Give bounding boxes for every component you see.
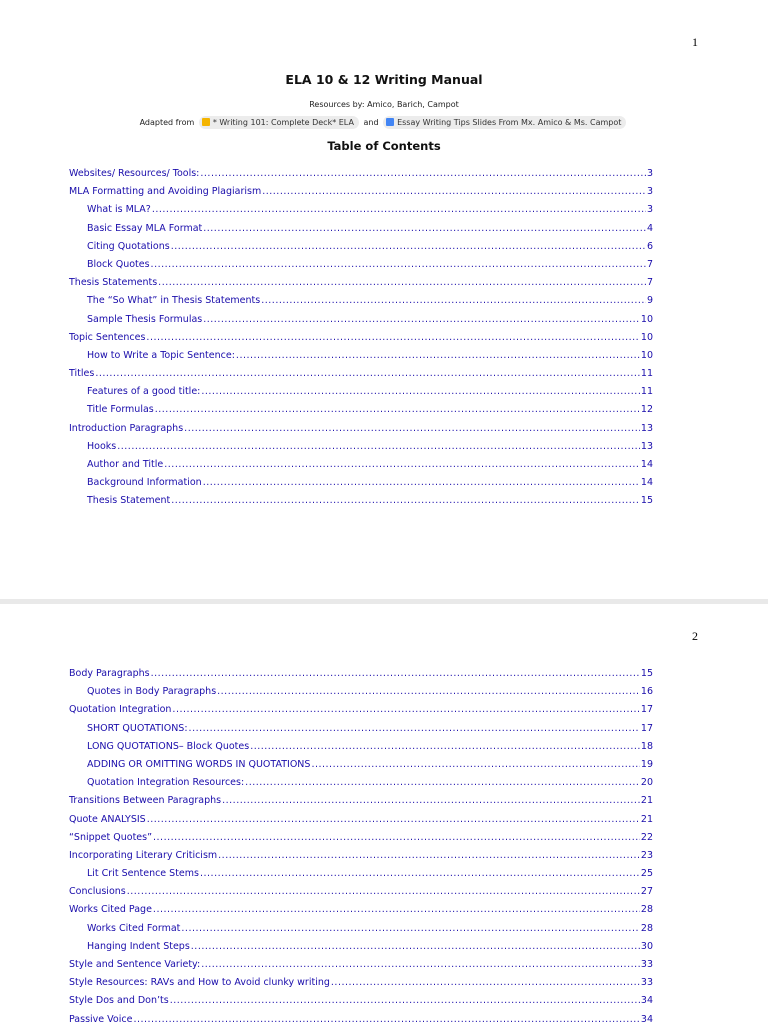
toc-entry-title: Passive Voice (69, 1013, 133, 1024)
toc-entry-page: 34 (640, 1013, 653, 1024)
dot-leader (236, 350, 640, 361)
dot-leader (203, 477, 640, 488)
toc-entry[interactable] (69, 995, 653, 1013)
dot-leader (95, 368, 640, 379)
adapted-prefix: Adapted from (139, 118, 195, 127)
toc-entry-title: LONG QUOTATIONS– Block Quotes (87, 740, 250, 752)
chip-label: Essay Writing Tips Slides From Mx. Amico & Ms. Campot (397, 118, 622, 127)
toc-entry-title: Body Paragraphs (69, 668, 150, 679)
toc-entry-page: 10 (640, 331, 653, 343)
toc-entry-page: 10 (640, 313, 653, 325)
toc-entry-page: 11 (640, 386, 653, 398)
page-number: 1 (692, 35, 698, 49)
toc-entry-page: 20 (640, 777, 653, 789)
toc-entry-page: 21 (640, 813, 653, 825)
toc-entry-title: Quotation Integration (69, 704, 172, 716)
toc-entry-page: 14 (640, 459, 653, 470)
toc-entry[interactable] (69, 814, 653, 832)
toc-entry-page: 3 (646, 204, 653, 216)
toc-entry[interactable] (69, 168, 653, 186)
toc-entry-title: “Snippet Quotes” (69, 831, 153, 843)
toc-entry[interactable] (69, 795, 653, 813)
toc-entry-page: 15 (640, 668, 653, 679)
toc-entry-page: 14 (640, 477, 653, 489)
toc-entry-title: Thesis Statement (87, 495, 171, 507)
dot-leader (184, 423, 640, 434)
dot-leader (171, 241, 646, 252)
toc-entry-title: Websites/ Resources/ Tools: (69, 168, 200, 179)
resources-credit: Resources by: Amico, Barich, Campot (309, 100, 459, 109)
toc-entry[interactable] (69, 704, 653, 722)
dot-leader (250, 741, 640, 752)
toc-entry[interactable] (69, 904, 653, 922)
toc-entry-page: 13 (640, 440, 653, 452)
page-number: 2 (692, 629, 698, 643)
dot-leader (127, 886, 640, 897)
toc-entry[interactable] (69, 295, 653, 313)
toc-entry[interactable] (69, 686, 653, 704)
dot-leader (200, 868, 640, 879)
toc-entry-title: ADDING OR OMITTING WORDS IN QUOTATIONS (87, 758, 311, 770)
dot-leader (152, 204, 646, 215)
toc-entry-page: 6 (646, 240, 653, 252)
toc-entry-page: 33 (640, 959, 653, 970)
toc-entry[interactable] (69, 723, 653, 741)
toc-entry-page: 34 (640, 995, 653, 1007)
toc-entry[interactable] (69, 850, 653, 868)
toc-entry[interactable] (69, 459, 653, 477)
document-title: ELA 10 & 12 Writing Manual (285, 72, 483, 87)
toc-entry[interactable] (69, 441, 653, 459)
toc-entry-page: 12 (640, 404, 653, 416)
toc-entry-page: 27 (640, 886, 653, 898)
toc-entry-title: Citing Quotations (87, 240, 170, 252)
toc-entry-title: Quotes in Body Paragraphs (87, 686, 217, 698)
toc-entry[interactable] (69, 941, 653, 959)
toc-entry-title: Topic Sentences (69, 331, 146, 343)
toc-entry[interactable] (69, 350, 653, 368)
dot-leader (117, 441, 640, 452)
toc-entry[interactable] (69, 759, 653, 777)
toc-entry[interactable] (69, 977, 653, 995)
toc-entry-page: 28 (640, 904, 653, 916)
adapted-from-line (0, 116, 768, 129)
dot-leader (203, 314, 640, 325)
docs-file-icon (386, 118, 394, 126)
toc-entry-page: 17 (640, 704, 653, 716)
toc-entry-title: Thesis Statements (69, 277, 158, 289)
toc-entry-title: Works Cited Format (87, 922, 181, 934)
writing-101-deck-chip[interactable] (199, 116, 359, 129)
toc-entry[interactable] (69, 223, 653, 241)
dot-leader (203, 223, 646, 234)
toc-entry-page: 16 (640, 686, 653, 698)
toc-entry-page: 17 (640, 722, 653, 734)
dot-leader (133, 1014, 639, 1024)
slides-file-icon (202, 118, 210, 126)
dot-leader (201, 386, 640, 397)
toc-entry-page: 33 (640, 977, 653, 989)
toc-entry-page: 15 (640, 495, 653, 507)
toc-entry-page: 4 (646, 222, 653, 234)
dot-leader (191, 941, 640, 952)
toc-entry-title: Conclusions (69, 886, 126, 898)
dot-leader (147, 814, 640, 825)
dot-leader (261, 295, 646, 306)
toc-entry-title: Style Dos and Don’ts (69, 995, 169, 1007)
toc-entry-title: What is MLA? (87, 204, 151, 216)
toc-entry-title: Hanging Indent Steps (87, 940, 190, 952)
dot-leader (218, 850, 640, 861)
dot-leader (201, 959, 640, 970)
toc-entry[interactable] (69, 423, 653, 441)
toc-entry-page: 13 (640, 422, 653, 434)
toc-heading: Table of Contents (327, 139, 441, 153)
toc-entry-title: Basic Essay MLA Format (87, 222, 203, 234)
toc-entry[interactable] (69, 277, 653, 295)
toc-entry-title: MLA Formatting and Avoiding Plagiarism (69, 186, 262, 198)
toc-entry-page: 22 (640, 831, 653, 843)
toc-entry-title: Style and Sentence Variety: (69, 959, 201, 970)
toc-entry[interactable] (69, 204, 653, 222)
document-page-2 (0, 604, 768, 1024)
toc-entry[interactable] (69, 868, 653, 886)
toc-entry[interactable] (69, 886, 653, 904)
toc-entry-page: 7 (646, 277, 653, 289)
toc-entry-title: Author and Title (87, 459, 164, 470)
dot-leader (222, 795, 640, 806)
toc-entry[interactable] (69, 777, 653, 795)
toc-entry-title: Sample Thesis Formulas (87, 313, 203, 325)
toc-entry-page: 19 (640, 758, 653, 770)
toc-entry-title: Hooks (87, 440, 117, 452)
toc-entry-title: How to Write a Topic Sentence: (87, 349, 235, 361)
dot-leader (181, 923, 640, 934)
toc-entry[interactable] (69, 832, 653, 850)
essay-tips-slides-chip[interactable] (383, 116, 626, 129)
adapted-conjunction: and (363, 118, 379, 127)
toc-entry-page: 30 (640, 940, 653, 952)
chip-label: * Writing 101: Complete Deck* ELA (212, 118, 354, 127)
toc-entry-title: Quote ANALYSIS (69, 813, 146, 825)
dot-leader (164, 459, 640, 470)
toc-entry[interactable] (69, 259, 653, 277)
dot-leader (153, 904, 640, 915)
toc-entry-title: Features of a good title: (87, 386, 201, 398)
toc-entry-title: Introduction Paragraphs (69, 422, 184, 434)
table-of-contents (69, 168, 653, 514)
toc-entry-title: Titles (69, 368, 95, 380)
toc-entry-page: 28 (640, 922, 653, 934)
dot-leader (217, 686, 640, 697)
toc-entry[interactable] (69, 477, 653, 495)
dot-leader (172, 704, 639, 715)
toc-entry[interactable] (69, 386, 653, 404)
toc-entry-page: 9 (646, 295, 653, 307)
toc-entry[interactable] (69, 314, 653, 332)
dot-leader (189, 723, 640, 734)
toc-entry-page: 23 (640, 849, 653, 861)
toc-entry-title: Style Resources: RAVs and How to Avoid clunky writing (69, 977, 330, 989)
toc-entry-title: SHORT QUOTATIONS: (87, 722, 188, 734)
toc-entry-page: 7 (646, 258, 653, 270)
toc-entry[interactable] (69, 332, 653, 350)
toc-entry[interactable] (69, 241, 653, 259)
toc-entry-title: The “So What” in Thesis Statements (87, 295, 261, 307)
toc-entry[interactable] (69, 404, 653, 422)
toc-entry-title: Transitions Between Paragraphs (69, 795, 222, 807)
dot-leader (331, 977, 640, 988)
toc-entry[interactable] (69, 923, 653, 941)
dot-leader (200, 168, 646, 179)
toc-entry-page: 10 (640, 349, 653, 361)
dot-leader (170, 995, 640, 1006)
table-of-contents-continued (69, 668, 653, 1024)
dot-leader (158, 277, 646, 288)
toc-entry[interactable] (69, 959, 653, 977)
toc-entry-page: 25 (640, 868, 653, 880)
toc-entry-title: Incorporating Literary Criticism (69, 849, 218, 861)
toc-entry[interactable] (69, 186, 653, 204)
toc-entry-page: 3 (646, 186, 653, 198)
toc-entry[interactable] (69, 495, 653, 513)
toc-entry-page: 3 (646, 168, 653, 179)
dot-leader (262, 186, 646, 197)
toc-entry[interactable] (69, 741, 653, 759)
toc-entry-title: Block Quotes (87, 258, 150, 270)
dot-leader (311, 759, 639, 770)
toc-entry-title: Works Cited Page (69, 904, 152, 916)
dot-leader (151, 668, 640, 679)
toc-entry-title: Title Formulas (87, 404, 154, 416)
dot-leader (155, 404, 640, 415)
toc-entry-page: 18 (640, 740, 653, 752)
toc-entry-page: 11 (640, 368, 653, 380)
toc-entry[interactable] (69, 1014, 653, 1024)
toc-entry-title: Quotation Integration Resources: (87, 777, 245, 789)
toc-entry[interactable] (69, 668, 653, 686)
dot-leader (151, 259, 646, 270)
dot-leader (146, 332, 639, 343)
toc-entry-page: 21 (640, 795, 653, 807)
toc-entry-title: Background Information (87, 477, 202, 489)
dot-leader (171, 495, 640, 506)
dot-leader (245, 777, 640, 788)
toc-entry-title: Lit Crit Sentence Stems (87, 868, 199, 880)
toc-entry[interactable] (69, 368, 653, 386)
dot-leader (153, 832, 640, 843)
